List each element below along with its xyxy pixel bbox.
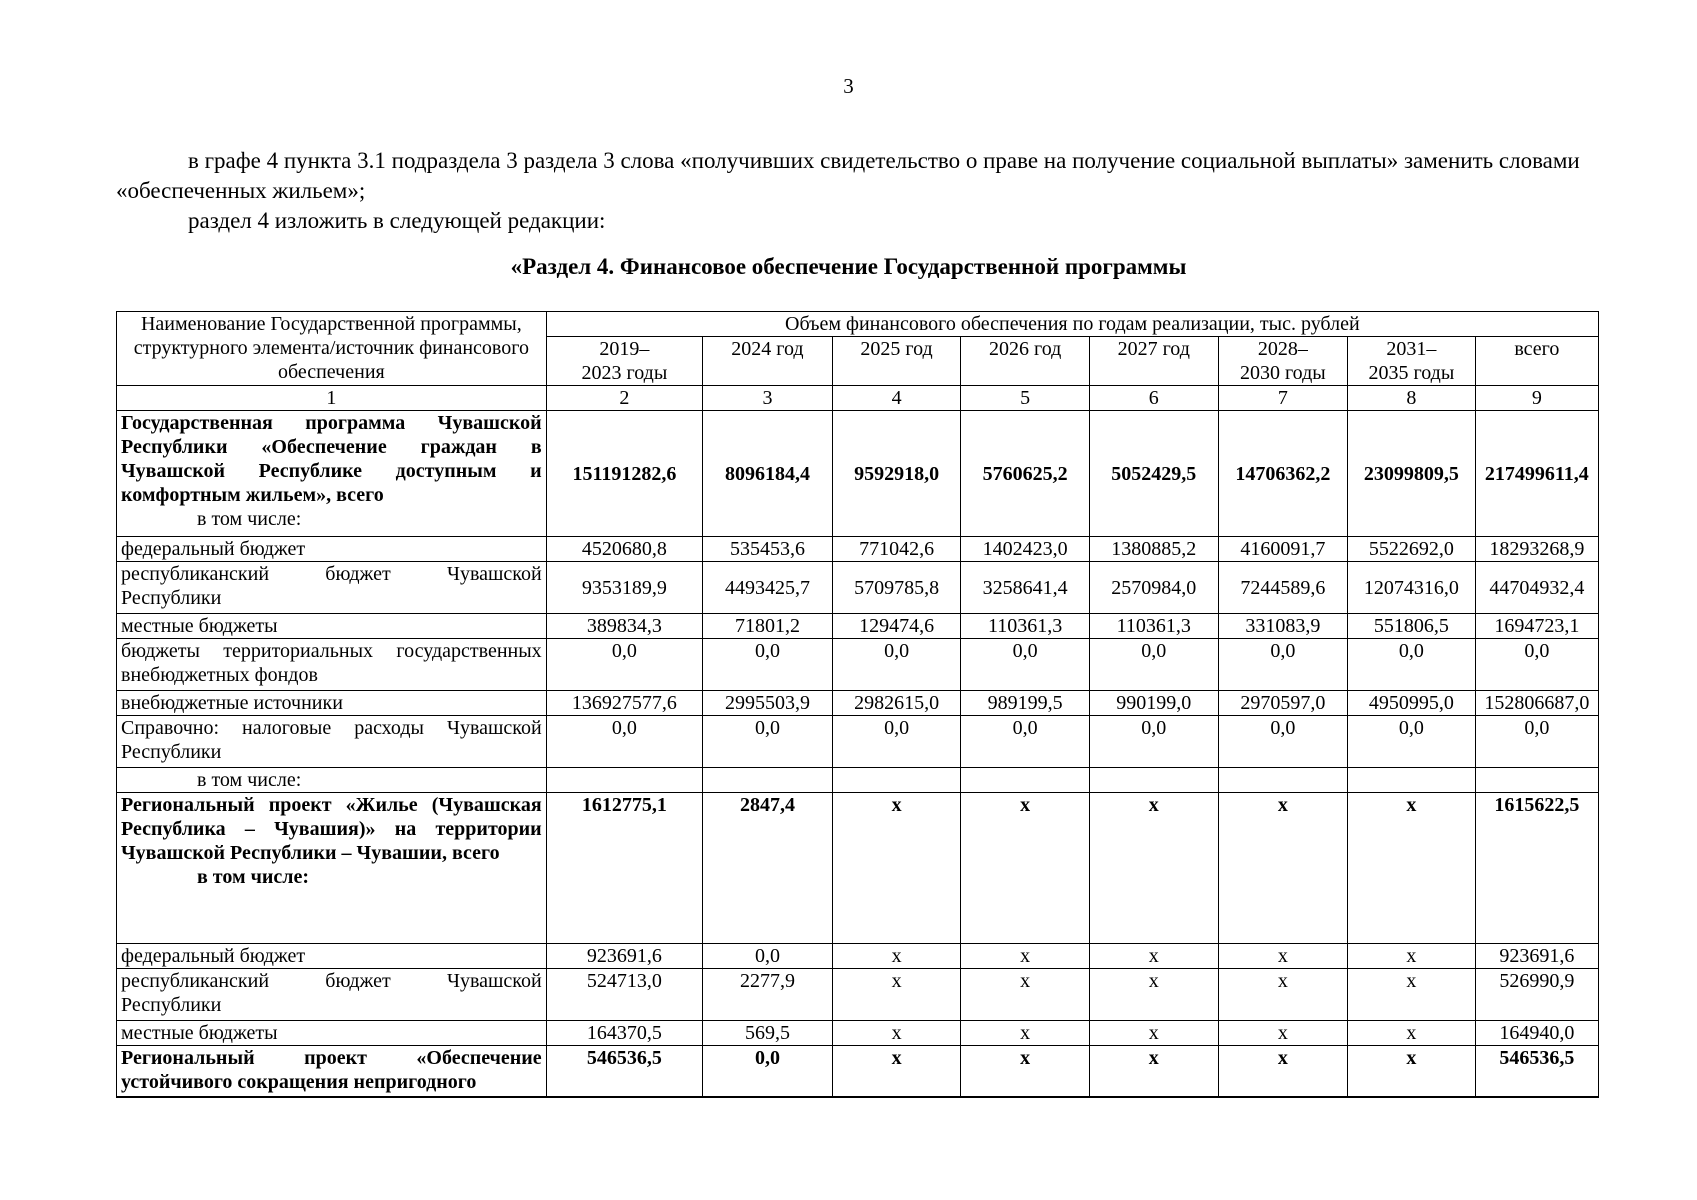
cell-value: 0,0 bbox=[1348, 716, 1476, 768]
cell-value: 12074316,0 bbox=[1348, 562, 1476, 614]
table-row bbox=[117, 691, 1599, 716]
cell-value: x bbox=[961, 1021, 1090, 1046]
cell-value: 0,0 bbox=[832, 639, 961, 691]
cell-value: 0,0 bbox=[961, 716, 1090, 768]
header-year: 2024 год bbox=[703, 337, 833, 386]
cell-value: 923691,6 bbox=[546, 944, 702, 969]
row-name: местные бюджеты bbox=[117, 1021, 547, 1046]
table-row bbox=[117, 716, 1599, 768]
table-row bbox=[117, 944, 1599, 969]
column-number: 8 bbox=[1348, 386, 1476, 411]
cell-value: 14706362,2 bbox=[1218, 411, 1348, 537]
cell-value: 5052429,5 bbox=[1089, 411, 1218, 537]
cell-value: 8096184,4 bbox=[703, 411, 833, 537]
cell-value bbox=[1089, 768, 1218, 793]
table-row bbox=[117, 562, 1599, 614]
column-number: 3 bbox=[703, 386, 833, 411]
cell-value: 0,0 bbox=[1218, 639, 1348, 691]
table-row bbox=[117, 969, 1599, 1021]
column-number: 6 bbox=[1089, 386, 1218, 411]
cell-value: 4520680,8 bbox=[546, 537, 702, 562]
cell-value: 989199,5 bbox=[961, 691, 1090, 716]
row-name: республиканский бюджет Чувашской Республики bbox=[117, 969, 547, 1021]
amendment-paragraph: в графе 4 пункта 3.1 подраздела 3 раздела 3 слова «получивших свидетельство о праве на получение социальной выплаты» заменить словами «обеспеченных жильем»; bbox=[116, 148, 1580, 203]
cell-value: 0,0 bbox=[1475, 639, 1598, 691]
cell-value: 136927577,6 bbox=[546, 691, 702, 716]
cell-value: 551806,5 bbox=[1348, 614, 1476, 639]
row-name: бюджеты территориальных государственных внебюджетных фондов bbox=[117, 639, 547, 691]
cell-value: 217499611,4 bbox=[1475, 411, 1598, 537]
column-number: 9 bbox=[1475, 386, 1598, 411]
table-row bbox=[117, 537, 1599, 562]
cell-value: 110361,3 bbox=[961, 614, 1090, 639]
cell-value: x bbox=[1348, 793, 1476, 944]
cell-value: 0,0 bbox=[546, 716, 702, 768]
cell-value: 4160091,7 bbox=[1218, 537, 1348, 562]
cell-value: 129474,6 bbox=[832, 614, 961, 639]
cell-value: x bbox=[1089, 944, 1218, 969]
cell-value: 2847,4 bbox=[703, 793, 833, 944]
cell-value: x bbox=[1089, 1046, 1218, 1097]
cell-value: x bbox=[1348, 944, 1476, 969]
cell-value: 71801,2 bbox=[703, 614, 833, 639]
cell-value: 110361,3 bbox=[1089, 614, 1218, 639]
cell-value: x bbox=[832, 793, 961, 944]
cell-value: 0,0 bbox=[961, 639, 1090, 691]
table-row bbox=[117, 639, 1599, 691]
cell-value: x bbox=[1348, 969, 1476, 1021]
cell-value: 569,5 bbox=[703, 1021, 833, 1046]
header-name-column: Наименование Государственной программы, структурного элемента/источник финансового обеспечения bbox=[117, 312, 547, 386]
table-row bbox=[117, 768, 1599, 793]
cell-value: 1615622,5 bbox=[1475, 793, 1598, 944]
cell-value: 526990,9 bbox=[1475, 969, 1598, 1021]
row-name: Справочно: налоговые расходы Чувашской Республики bbox=[117, 716, 547, 768]
cell-value: x bbox=[832, 944, 961, 969]
cell-value: x bbox=[961, 944, 1090, 969]
cell-value bbox=[1348, 768, 1476, 793]
cell-value: 771042,6 bbox=[832, 537, 961, 562]
header-year: 2031– 2035 годы bbox=[1348, 337, 1476, 386]
cell-value: 2995503,9 bbox=[703, 691, 833, 716]
cell-value bbox=[961, 768, 1090, 793]
cell-value: 0,0 bbox=[1475, 716, 1598, 768]
header-year: 2026 год bbox=[961, 337, 1090, 386]
cell-value: 535453,6 bbox=[703, 537, 833, 562]
cell-value: 0,0 bbox=[832, 716, 961, 768]
cell-value: x bbox=[961, 793, 1090, 944]
cell-value: 164940,0 bbox=[1475, 1021, 1598, 1046]
cell-value bbox=[1475, 768, 1598, 793]
cell-value: 2277,9 bbox=[703, 969, 833, 1021]
cell-value: 164370,5 bbox=[546, 1021, 702, 1046]
row-name: республиканский бюджет Чувашской Республики bbox=[117, 562, 547, 614]
cell-value: 5522692,0 bbox=[1348, 537, 1476, 562]
financing-table bbox=[116, 311, 1599, 1098]
cell-value: 0,0 bbox=[703, 944, 833, 969]
header-year: всего bbox=[1475, 337, 1598, 386]
cell-value: 546536,5 bbox=[1475, 1046, 1598, 1097]
row-name: внебюджетные источники bbox=[117, 691, 547, 716]
cell-value bbox=[703, 768, 833, 793]
cell-value: x bbox=[1348, 1021, 1476, 1046]
cell-value: 2970597,0 bbox=[1218, 691, 1348, 716]
header-year: 2019– 2023 годы bbox=[546, 337, 702, 386]
cell-value: 3258641,4 bbox=[961, 562, 1090, 614]
cell-value: 0,0 bbox=[1089, 639, 1218, 691]
cell-value: 4493425,7 bbox=[703, 562, 833, 614]
cell-value: 0,0 bbox=[1089, 716, 1218, 768]
cell-value: 389834,3 bbox=[546, 614, 702, 639]
cell-value: x bbox=[961, 969, 1090, 1021]
cell-value bbox=[546, 768, 702, 793]
header-group: Объем финансового обеспечения по годам реализации, тыс. рублей bbox=[546, 312, 1598, 337]
cell-value: x bbox=[832, 1021, 961, 1046]
cell-value: 331083,9 bbox=[1218, 614, 1348, 639]
cell-value: x bbox=[1218, 793, 1348, 944]
column-number: 2 bbox=[546, 386, 702, 411]
page-number: 3 bbox=[843, 74, 854, 98]
table-row bbox=[117, 1046, 1599, 1097]
cell-value: x bbox=[1089, 1021, 1218, 1046]
section-intro-paragraph: раздел 4 изложить в следующей редакции: bbox=[188, 208, 606, 233]
header-year: 2028– 2030 годы bbox=[1218, 337, 1348, 386]
row-name: в том числе: bbox=[117, 768, 547, 793]
cell-value: x bbox=[1089, 969, 1218, 1021]
row-name: Региональный проект «Жилье (Чувашская Республика – Чувашия)» на территории Чувашской Республики – Чувашии, всего в том числе: bbox=[117, 793, 547, 944]
cell-value: 152806687,0 bbox=[1475, 691, 1598, 716]
column-number: 7 bbox=[1218, 386, 1348, 411]
column-number: 5 bbox=[961, 386, 1090, 411]
row-name: Государственная программа Чувашской Республики «Обеспечение граждан в Чувашской Республике доступным и комфортным жильем», всего в том числе: bbox=[117, 411, 547, 537]
table-row bbox=[117, 793, 1599, 944]
cell-value: 18293268,9 bbox=[1475, 537, 1598, 562]
cell-value: 0,0 bbox=[703, 639, 833, 691]
cell-value: 1612775,1 bbox=[546, 793, 702, 944]
cell-value: 923691,6 bbox=[1475, 944, 1598, 969]
cell-value: x bbox=[1089, 793, 1218, 944]
table-row bbox=[117, 614, 1599, 639]
cell-value: x bbox=[832, 969, 961, 1021]
cell-value bbox=[832, 768, 961, 793]
cell-value: 44704932,4 bbox=[1475, 562, 1598, 614]
cell-value: 151191282,6 bbox=[546, 411, 702, 537]
cell-value: x bbox=[961, 1046, 1090, 1097]
cell-value: 4950995,0 bbox=[1348, 691, 1476, 716]
cell-value: x bbox=[832, 1046, 961, 1097]
cell-value: 1694723,1 bbox=[1475, 614, 1598, 639]
cell-value: x bbox=[1218, 1046, 1348, 1097]
cell-value: 0,0 bbox=[1218, 716, 1348, 768]
cell-value: x bbox=[1218, 969, 1348, 1021]
cell-value bbox=[1218, 768, 1348, 793]
cell-value: 0,0 bbox=[703, 716, 833, 768]
cell-value: 23099809,5 bbox=[1348, 411, 1476, 537]
table-row bbox=[117, 1021, 1599, 1046]
cell-value: 2982615,0 bbox=[832, 691, 961, 716]
header-year: 2025 год bbox=[832, 337, 961, 386]
cell-value: 524713,0 bbox=[546, 969, 702, 1021]
row-name: местные бюджеты bbox=[117, 614, 547, 639]
cell-value: 1380885,2 bbox=[1089, 537, 1218, 562]
header-year: 2027 год bbox=[1089, 337, 1218, 386]
cell-value: 5709785,8 bbox=[832, 562, 961, 614]
row-name: Региональный проект «Обеспечение устойчивого сокращения непригодного bbox=[117, 1046, 547, 1097]
cell-value: 5760625,2 bbox=[961, 411, 1090, 537]
cell-value: x bbox=[1218, 944, 1348, 969]
cell-value: 9592918,0 bbox=[832, 411, 961, 537]
cell-value: 546536,5 bbox=[546, 1046, 702, 1097]
cell-value: 0,0 bbox=[1348, 639, 1476, 691]
column-number: 4 bbox=[832, 386, 961, 411]
cell-value: 7244589,6 bbox=[1218, 562, 1348, 614]
section-heading: «Раздел 4. Финансовое обеспечение Государственной программы bbox=[510, 254, 1187, 279]
row-name: федеральный бюджет bbox=[117, 537, 547, 562]
cell-value: x bbox=[1348, 1046, 1476, 1097]
column-number: 1 bbox=[117, 386, 547, 411]
cell-value: 990199,0 bbox=[1089, 691, 1218, 716]
cell-value: 0,0 bbox=[703, 1046, 833, 1097]
cell-value: 9353189,9 bbox=[546, 562, 702, 614]
cell-value: 0,0 bbox=[546, 639, 702, 691]
row-name: федеральный бюджет bbox=[117, 944, 547, 969]
table-row bbox=[117, 411, 1599, 537]
cell-value: x bbox=[1218, 1021, 1348, 1046]
cell-value: 1402423,0 bbox=[961, 537, 1090, 562]
cell-value: 2570984,0 bbox=[1089, 562, 1218, 614]
